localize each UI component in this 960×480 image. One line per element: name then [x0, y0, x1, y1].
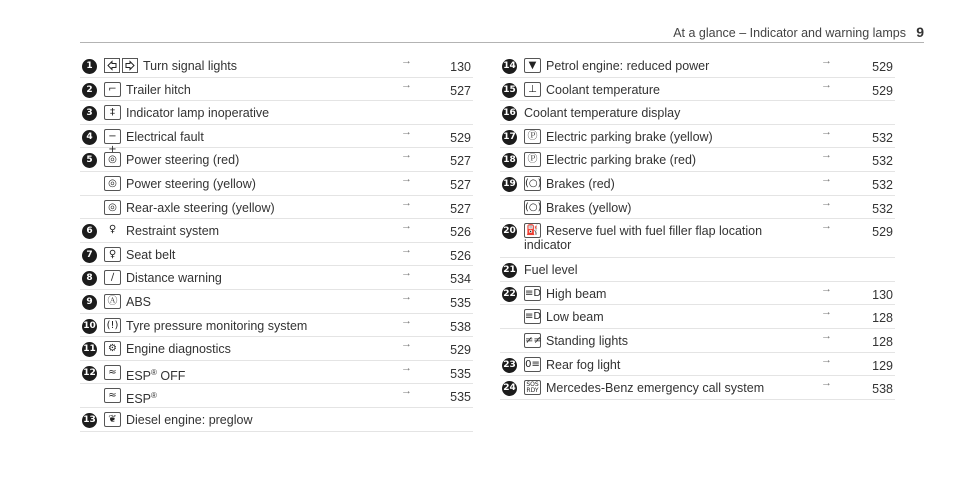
item-label: Rear fog light	[546, 357, 621, 372]
list-item	[80, 337, 473, 361]
item-number-badge: 5	[82, 153, 97, 168]
item-number-badge: 4	[82, 130, 97, 145]
item-number-badge: 22	[502, 287, 517, 302]
page-number: 9	[916, 24, 924, 40]
item-label: Electric parking brake (red)	[546, 153, 697, 168]
page-reference[interactable]: 128	[872, 334, 893, 349]
list-item	[500, 258, 895, 282]
item-label: Rear-axle steering (yellow)	[126, 200, 275, 215]
list-item	[80, 243, 473, 267]
list-item	[80, 290, 473, 314]
page-reference[interactable]: 529	[872, 225, 893, 240]
list-item	[80, 172, 473, 196]
item-number-badge: 19	[502, 177, 517, 192]
seat-belt-icon: ♀	[104, 247, 121, 262]
arrow-icon: →	[401, 243, 412, 256]
item-number-badge: 7	[82, 248, 97, 263]
item-number-badge: 20	[502, 224, 517, 239]
item-label: Mercedes-Benz emergency call system	[546, 381, 765, 396]
left-column	[80, 54, 473, 432]
page-reference[interactable]: 538	[450, 319, 471, 334]
list-item	[500, 376, 895, 400]
item-label: Coolant temperature	[546, 82, 660, 97]
arrow-icon: →	[821, 220, 832, 233]
item-label: ESP® OFF	[126, 367, 186, 383]
header-title: At a glance – Indicator and warning lamps	[673, 26, 906, 40]
arrow-icon: →	[401, 314, 412, 327]
page-reference[interactable]: 529	[450, 130, 471, 145]
list-item	[80, 196, 473, 220]
item-number-badge: 18	[502, 153, 517, 168]
page-reference[interactable]: 535	[450, 390, 471, 405]
standing-lights-icon: ≠≠	[525, 334, 542, 346]
list-item	[500, 219, 895, 258]
arrow-icon: →	[821, 353, 832, 366]
arrow-icon: →	[401, 55, 412, 67]
item-label: Restraint system	[126, 224, 220, 239]
arrow-icon: →	[401, 125, 412, 138]
brakes-icon: (○)	[525, 201, 542, 213]
list-item	[500, 101, 895, 125]
rear-fog-light-icon: 0≡	[525, 358, 540, 370]
arrow-icon: →	[401, 385, 412, 398]
battery-icon: −+	[104, 129, 121, 144]
item-label: Diesel engine: preglow	[126, 412, 253, 427]
item-label: Brakes (yellow)	[546, 200, 632, 215]
page-reference[interactable]: 526	[450, 225, 471, 240]
page-reference[interactable]: 535	[450, 295, 471, 310]
page-reference[interactable]: 538	[872, 382, 893, 397]
item-label: Fuel level	[524, 263, 578, 278]
list-item	[80, 125, 473, 155]
engine-diagnostics-icon: ⚙	[104, 341, 121, 356]
page-reference[interactable]: 527	[450, 83, 471, 98]
parking-brake-icon: Ⓟ	[524, 129, 541, 144]
item-number-badge: 6	[82, 224, 97, 239]
arrow-icon: →	[821, 149, 832, 162]
arrow-icon: →	[401, 361, 412, 374]
list-item	[80, 78, 473, 102]
page-header	[0, 0, 960, 48]
arrow-icon: →	[401, 78, 412, 91]
arrow-icon: →	[401, 172, 412, 185]
item-label: Turn signal lights	[143, 59, 238, 73]
low-beam-icon: ≡D	[525, 311, 542, 323]
page-reference[interactable]: 130	[872, 287, 893, 302]
sos-ready-icon: SOS RDY	[524, 380, 541, 395]
list-item	[500, 148, 895, 172]
trailer-hitch-icon: ⌐	[104, 82, 121, 97]
reserve-fuel-icon: ⛽	[524, 223, 541, 238]
page-reference[interactable]: 529	[872, 83, 893, 98]
list-item	[500, 125, 895, 149]
item-number-badge: 12	[82, 366, 97, 381]
parking-brake-icon: Ⓟ	[524, 152, 541, 167]
arrow-icon: →	[821, 78, 832, 91]
item-label: High beam	[546, 286, 607, 301]
arrow-icon: →	[821, 196, 832, 209]
item-label: Trailer hitch	[126, 82, 191, 97]
page-reference[interactable]: 128	[872, 311, 893, 326]
reduced-power-icon: ▼	[524, 58, 541, 73]
page-reference[interactable]: 532	[872, 154, 893, 169]
list-item	[80, 314, 473, 338]
item-number-badge: 9	[82, 295, 97, 310]
page-reference[interactable]: 526	[450, 248, 471, 263]
item-number-badge: 17	[502, 130, 517, 145]
item-number-badge: 14	[502, 59, 517, 74]
distance-warning-icon: ∕	[104, 270, 121, 285]
high-beam-icon: ≡D	[525, 287, 542, 299]
arrow-icon: →	[401, 290, 412, 303]
page-reference[interactable]: 527	[450, 154, 471, 169]
list-item	[500, 282, 895, 306]
coolant-temp-icon: ⊥	[524, 82, 541, 97]
list-item	[500, 172, 895, 196]
page-reference[interactable]: 532	[872, 177, 893, 192]
list-item	[500, 329, 895, 353]
esp-off-icon: ≈	[104, 365, 121, 380]
list-item	[80, 384, 473, 408]
brakes-icon: (○)	[525, 177, 542, 189]
page-reference[interactable]: 532	[872, 201, 893, 216]
header-rule	[80, 42, 924, 43]
right-column	[500, 54, 895, 400]
item-label: Power steering (red)	[126, 153, 240, 168]
arrow-icon: →	[821, 125, 832, 138]
item-number-badge: 23	[502, 358, 517, 373]
item-label: Brakes (red)	[546, 176, 615, 191]
item-label: Coolant temperature display	[524, 106, 681, 121]
item-label: Reserve fuel with fuel filler flap location indicator	[524, 224, 763, 253]
item-label: Petrol engine: reduced power	[546, 59, 710, 73]
item-label: ABS	[126, 294, 152, 309]
page-reference[interactable]: 534	[450, 272, 471, 287]
list-item	[500, 305, 895, 329]
page-reference[interactable]: 527	[450, 177, 471, 192]
item-number-badge: 15	[502, 83, 517, 98]
item-number-badge: 3	[82, 106, 97, 121]
item-label: Electrical fault	[126, 129, 204, 144]
item-number-badge: 8	[82, 271, 97, 286]
page-reference[interactable]: 527	[450, 201, 471, 216]
list-item	[80, 148, 473, 172]
item-number-badge: 1	[82, 59, 97, 74]
page-reference[interactable]: 130	[450, 60, 471, 74]
item-number-badge: 10	[82, 319, 97, 334]
arrow-icon: →	[821, 282, 832, 295]
item-number-badge: 24	[502, 381, 517, 396]
list-item	[500, 353, 895, 377]
restraint-system-icon: ♀	[108, 224, 117, 236]
item-label: Low beam	[546, 310, 604, 325]
arrow-icon: →	[401, 196, 412, 209]
list-item	[80, 361, 473, 385]
rear-axle-steering-icon: ◎	[104, 200, 121, 215]
arrow-icon: →	[401, 220, 412, 233]
list-item	[500, 196, 895, 220]
item-label: Distance warning	[126, 271, 222, 286]
list-item	[80, 266, 473, 290]
page-reference[interactable]: 532	[872, 130, 893, 145]
list-item	[80, 408, 473, 432]
arrow-icon: →	[821, 377, 832, 390]
arrow-icon: →	[821, 306, 832, 319]
item-label: Indicator lamp inoperative	[126, 106, 270, 121]
arrow-icon: →	[821, 172, 832, 185]
lamp-inoperative-icon: ‡	[104, 105, 121, 120]
list-item	[80, 219, 473, 243]
power-steering-icon: ◎	[104, 152, 121, 167]
preglow-icon: ❦	[104, 412, 121, 427]
page-reference[interactable]: 535	[450, 366, 471, 381]
item-label: Power steering (yellow)	[126, 176, 256, 191]
list-item	[80, 101, 473, 125]
item-number-badge: 21	[502, 263, 517, 278]
item-number-badge: 11	[82, 342, 97, 357]
item-label: Engine diagnostics	[126, 342, 231, 357]
item-label: Seat belt	[126, 247, 176, 262]
page-reference[interactable]: 529	[872, 60, 893, 74]
list-item	[80, 54, 473, 78]
item-number-badge: 13	[82, 413, 97, 428]
item-label: ESP®	[126, 391, 157, 407]
list-item	[500, 78, 895, 102]
arrow-icon: →	[401, 149, 412, 162]
abs-icon: Ⓐ	[104, 294, 121, 309]
page-reference[interactable]: 529	[450, 343, 471, 358]
item-number-badge: 2	[82, 83, 97, 98]
power-steering-icon: ◎	[104, 176, 121, 191]
esp-icon: ≈	[104, 388, 121, 403]
page-reference[interactable]: 129	[872, 358, 893, 373]
item-label: Electric parking brake (yellow)	[546, 129, 713, 144]
tyre-pressure-icon: (!)	[104, 318, 121, 333]
arrow-icon: →	[821, 55, 832, 67]
item-label: Tyre pressure monitoring system	[126, 318, 308, 333]
item-number-badge: 16	[502, 106, 517, 121]
item-label: Standing lights	[546, 333, 629, 348]
arrow-icon: →	[401, 338, 412, 351]
arrow-icon: →	[821, 329, 832, 342]
arrow-icon: →	[401, 267, 412, 280]
turn-signal-icon	[104, 58, 138, 73]
list-item	[500, 54, 895, 78]
